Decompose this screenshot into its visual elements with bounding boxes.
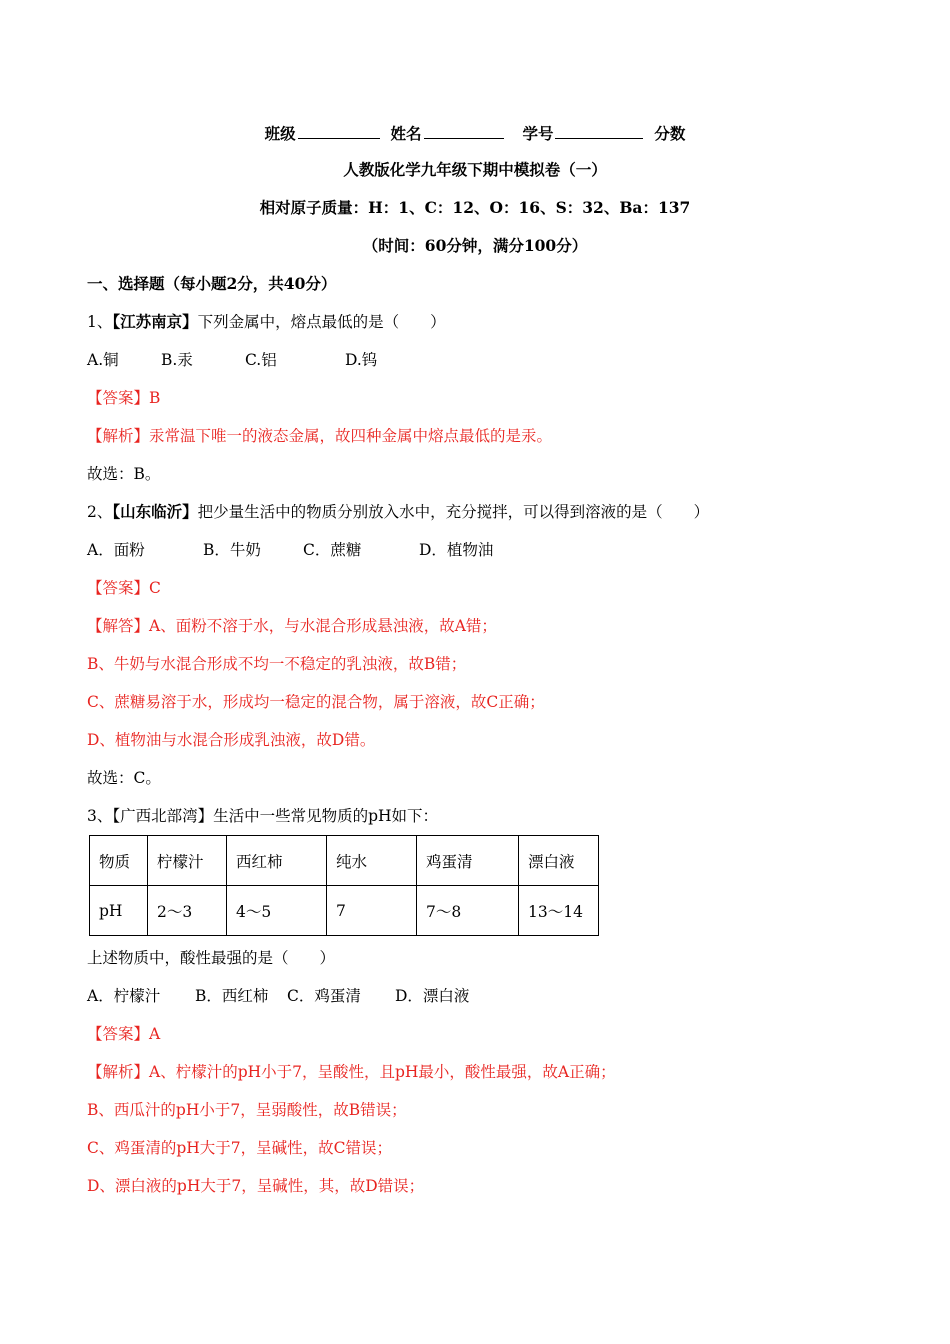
name-label: 姓名 bbox=[390, 124, 422, 143]
q3-stem: 上述物质中，酸性最强的是（ ） bbox=[87, 949, 336, 967]
table-cell: 鸡蛋清 bbox=[417, 836, 519, 886]
q3-analysis-a: 【解析】A、柠檬汁的pH小于7，呈酸性，且pH最小，酸性最强，故A正确； bbox=[87, 1063, 616, 1081]
q1-options bbox=[87, 350, 377, 370]
q1-number: 1、 bbox=[87, 313, 113, 331]
q3-intro: 3、【广西北部湾】生活中一些常见物质的pH如下： bbox=[87, 807, 439, 825]
table-row bbox=[90, 836, 599, 886]
q2-option-b[interactable]: B．牛奶 bbox=[203, 541, 261, 559]
q3-option-b[interactable]: B．西红柿 bbox=[195, 987, 269, 1005]
q2-stem-line bbox=[87, 502, 709, 522]
class-label: 班级 bbox=[264, 124, 296, 143]
q1-analysis: 【解析】汞常温下唯一的液态金属，故四种金属中熔点最低的是汞。 bbox=[87, 427, 553, 445]
q3-analysis-c: C、鸡蛋清的pH大于7，呈碱性，故C错误； bbox=[87, 1139, 393, 1157]
q2-choice: 故选：C。 bbox=[87, 769, 161, 787]
table-row bbox=[90, 886, 599, 936]
table-cell: pH bbox=[90, 886, 148, 936]
id-label: 学号 bbox=[522, 124, 554, 143]
q2-option-a[interactable]: A．面粉 bbox=[87, 541, 145, 559]
q1-option-c[interactable]: C.铝 bbox=[245, 351, 277, 369]
q2-number: 2、 bbox=[87, 503, 113, 521]
q1-option-d[interactable]: D.钨 bbox=[345, 351, 378, 369]
q2-analysis-c: C、蔗糖易溶于水，形成均一稳定的混合物，属于溶液，故C正确； bbox=[87, 693, 545, 711]
q3-option-c[interactable]: C．鸡蛋清 bbox=[287, 987, 361, 1005]
q2-stem: 把少量生活中的物质分别放入水中，充分搅拌，可以得到溶液的是（ ） bbox=[197, 503, 710, 521]
q3-options bbox=[87, 986, 469, 1006]
table-cell: 2～3 bbox=[148, 886, 227, 936]
id-blank[interactable] bbox=[555, 122, 643, 139]
q2-option-c[interactable]: C．蔗糖 bbox=[303, 541, 362, 559]
table-cell: 13～14 bbox=[519, 886, 599, 936]
table-cell: 漂白液 bbox=[519, 836, 599, 886]
q1-answer: 【答案】B bbox=[87, 389, 161, 407]
q1-source: 【江苏南京】 bbox=[112, 312, 198, 331]
q3-option-a[interactable]: A．柠檬汁 bbox=[87, 987, 161, 1005]
time-info: （时间：60分钟，满分100分） bbox=[362, 236, 588, 255]
class-blank[interactable] bbox=[298, 122, 380, 139]
exam-title: 人教版化学九年级下期中模拟卷（一） bbox=[343, 160, 607, 179]
q1-option-a[interactable]: A.铜 bbox=[87, 351, 119, 369]
q2-analysis-a: 【解答】A、面粉不溶于水，与水混合形成悬浊液，故A错； bbox=[87, 617, 497, 635]
q3-analysis-d: D、漂白液的pH大于7，呈碱性，其，故D错误； bbox=[87, 1177, 425, 1195]
table-cell: 柠檬汁 bbox=[148, 836, 227, 886]
table-cell: 7 bbox=[327, 886, 417, 936]
q1-stem: 下列金属中，熔点最低的是（ ） bbox=[197, 313, 446, 331]
student-info-header bbox=[0, 122, 950, 144]
table-cell: 4～5 bbox=[227, 886, 327, 936]
table-cell: 纯水 bbox=[327, 836, 417, 886]
q3-option-d[interactable]: D．漂白液 bbox=[395, 987, 470, 1005]
q2-analysis-d: D、植物油与水混合形成乳浊液，故D错。 bbox=[87, 731, 376, 749]
score-label: 分数 bbox=[654, 124, 686, 143]
q2-answer: 【答案】C bbox=[87, 579, 161, 597]
q1-choice: 故选：B。 bbox=[87, 465, 161, 483]
q3-answer: 【答案】A bbox=[87, 1025, 161, 1043]
table-cell: 7～8 bbox=[417, 886, 519, 936]
q2-option-d[interactable]: D．植物油 bbox=[419, 541, 494, 559]
table-cell: 西红柿 bbox=[227, 836, 327, 886]
name-blank[interactable] bbox=[424, 122, 504, 139]
q2-analysis-b: B、牛奶与水混合形成不均一不稳定的乳浊液，故B错； bbox=[87, 655, 467, 673]
ph-table bbox=[89, 835, 599, 936]
section1-heading: 一、选择题（每小题2分，共40分） bbox=[87, 274, 337, 293]
q1-option-b[interactable]: B.汞 bbox=[161, 351, 193, 369]
q1-stem-line bbox=[87, 312, 446, 332]
atomic-mass-info: 相对原子质量：H：1、C：12、O：16、S：32、Ba：137 bbox=[259, 198, 691, 217]
table-cell: 物质 bbox=[90, 836, 148, 886]
q2-source: 【山东临沂】 bbox=[112, 502, 198, 521]
q3-analysis-b: B、西瓜汁的pH小于7，呈弱酸性，故B错误； bbox=[87, 1101, 407, 1119]
q2-options bbox=[87, 540, 493, 560]
